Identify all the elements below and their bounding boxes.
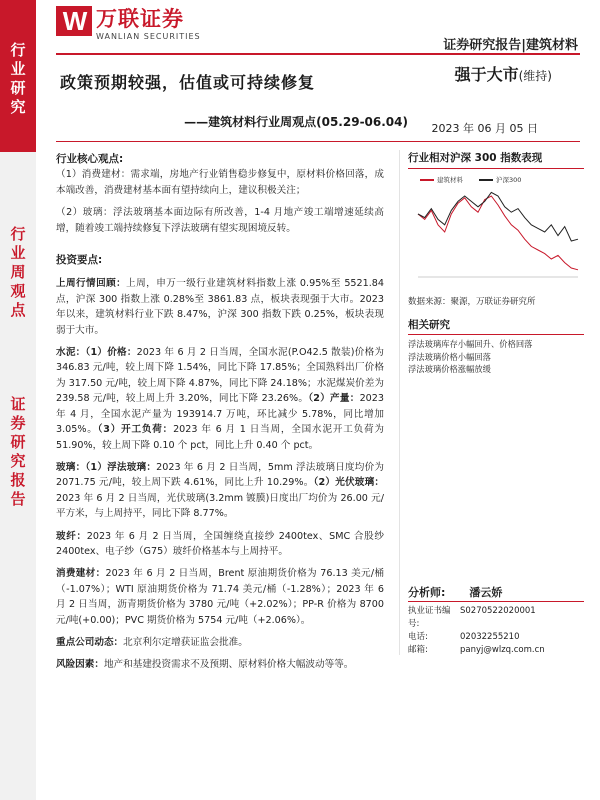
company-news-text: 北京利尔定增获证监会批准。: [123, 636, 248, 648]
cement-paragraph: [56, 345, 384, 453]
chart-title: 行业相对沪深 300 指数表现: [408, 150, 584, 169]
related-research-item[interactable]: 浮法玻璃价格涨幅放缓: [408, 364, 491, 374]
risk-paragraph: [56, 657, 384, 672]
chart-svg: [408, 173, 584, 291]
report-type: 证券研究报告|建筑材料: [443, 38, 578, 53]
performance-chart: [408, 173, 584, 291]
sidebar-label-industry-research: 行业研究: [8, 42, 27, 118]
header-divider: [56, 53, 580, 55]
legend-swatch-building-materials: [420, 179, 434, 181]
weekly-review-paragraph: [56, 276, 384, 338]
fiberglass-label: 玻纤：: [56, 530, 87, 542]
email-address[interactable]: panyj@wlzq.com.cn: [460, 645, 545, 655]
consumer-materials-label: 消费建材：: [56, 568, 106, 580]
main-body: [56, 150, 384, 680]
rating-maintain: (维持): [518, 69, 552, 83]
rating-text: 强于大市: [454, 65, 519, 84]
float-glass-text: 2023 年 6 月 2 日当周，5mm 浮法玻璃日度均价为 2071.75 元/吨，较上周下跌 4.61%，同比上升 10.29%。: [56, 461, 385, 489]
cert-number: S0270522020001: [460, 606, 536, 616]
phone-number: 02032255210: [460, 632, 520, 642]
cement-output-label: （2）产量：: [308, 393, 360, 405]
weekly-review-text: 上周，申万一级行业建筑材料指数上涨 0.95%至 5521.84 点，沪深 300 指数上涨 0.28%至 3861.83 点，板块表现强于大市。2023 年以来，建筑材料行业下跌 8.47%，沪深 300 指数下跌 0.25%，板块表现弱于大市。: [56, 278, 385, 336]
series-line-building-materials: [418, 196, 578, 270]
report-date: 2023 年 06 月 05 日: [431, 122, 538, 135]
legend-label-building-materials: 建筑材料: [437, 176, 463, 184]
float-glass-label: （1）浮法玻璃：: [85, 461, 157, 473]
cert-label: 执业证书编号:: [408, 606, 451, 629]
logo-english-name: WANLIAN SECURITIES: [96, 32, 201, 41]
fiberglass-text: 2023 年 6 月 2 日当周，全国缠绕直接纱 2400tex、SMC 合股纱 2400tex、电子纱（G75）玻纤价格基本与上周持平。: [56, 530, 385, 557]
legend-swatch-csi300: [479, 179, 493, 181]
pv-glass-label: （2）光伏玻璃：: [313, 477, 384, 489]
title-divider: [56, 141, 580, 142]
core-view-heading: 行业核心观点:: [56, 153, 124, 165]
chart-legend: [420, 175, 521, 184]
phone-label: 电话:: [408, 632, 428, 642]
consumer-materials-text: 2023 年 6 月 2 日当周，Brent 原油期货价格为 76.13 美元/桶（-1.07%）；WTI 原油期货价格为 71.74 美元/桶（-1.28%）；2023 年 6 月 2 日当周，沥青期货价格为 3780 元/吨（+2.02%）；PP-R 价格为 8700 元/吨(+0.00)；PVC 期货价格为 5754 元/吨（+2.06%）。: [56, 568, 385, 626]
cement-price-label: （1）价格：: [85, 347, 137, 359]
glass-label: 玻璃：: [56, 461, 86, 473]
email-label: 邮箱:: [408, 645, 428, 655]
consumer-materials-paragraph: [56, 566, 384, 628]
analyst-label: 分析师:: [408, 586, 446, 599]
logo-mark-icon: W: [56, 6, 92, 36]
related-research-list: [408, 338, 584, 376]
cement-load-label: （3）开工负荷：: [97, 424, 174, 436]
key-points-heading: 投资要点:: [56, 254, 103, 267]
cement-price-text: 2023 年 6 月 2 日当周，全国水泥(P.O42.5 散装)价格为 346.83 元/吨，较上周下降 1.54%，同比下降 17.85%；全国熟料出厂价格为 317.50 元/吨，较上周下降 4.87%，同比下降 24.18%；水泥煤炭价差为 239.58 元/吨，较上周上升 3.20%，同比下降 23.26%。: [56, 347, 384, 405]
sidebar-right: [408, 150, 584, 376]
related-research-heading: 相关研究: [408, 317, 584, 335]
analyst-info: [408, 586, 584, 657]
core-view-consumer: （1）消费建材：需求端，房地产行业销售稳步修复中，原材料价格回落，成本端改善，消费建材基本面有望持续向上，建议积极关注；: [56, 169, 384, 196]
report-title: 政策预期较强，估值或可持续修复: [60, 73, 316, 92]
sidebar-label-weekly-view: 行业周观点: [8, 226, 27, 321]
legend-item-building-materials: [420, 175, 463, 184]
logo-chinese-name: 万联证券: [96, 7, 184, 31]
company-news-paragraph: [56, 635, 384, 650]
sidebar-label-securities-report: 证券研究报告: [8, 396, 27, 510]
related-research-item[interactable]: 浮法玻璃价格小幅回落: [408, 351, 491, 362]
cement-output-text: 2023 年 4 月，全国水泥产量为 193914.7 万吨，环比减少 5.78%，同比增加 3.05%。: [56, 393, 384, 436]
glass-paragraph: [56, 460, 384, 522]
chart-source: 数据来源：聚源，万联证券研究所: [408, 297, 536, 307]
cement-label: 水泥：: [56, 347, 86, 359]
related-research-item[interactable]: 浮法玻璃库存小幅回升、价格回落: [408, 339, 533, 349]
series-line-csi300: [418, 192, 578, 241]
report-subtitle: ——建筑材料行业周观点(05.29-06.04): [184, 115, 408, 129]
legend-item-csi300: [479, 175, 521, 184]
weekly-review-label: 上周行情回顾：: [56, 278, 127, 290]
fiberglass-paragraph: [56, 529, 384, 560]
cement-load-text: 2023 年 6 月 1 日当周，全国水泥开工负荷为 51.90%，较上周下降 0.10 个 pct，同比上升 0.40 个 pct。: [56, 424, 384, 451]
analyst-name: 潘云娇: [469, 586, 503, 599]
risk-label: 风险因素：: [56, 659, 104, 671]
core-view-glass: （2）玻璃：浮法玻璃基本面边际有所改善，1-4 月地产竣工端增速延续高增，随着竣工端持续修复下浮法玻璃有望实现困境反转。: [56, 207, 384, 234]
legend-label-csi300: 沪深300: [496, 176, 522, 184]
company-logo: [56, 6, 201, 46]
company-news-label: 重点公司动态：: [56, 636, 124, 648]
column-divider: [399, 150, 400, 655]
risk-text: 地产和基建投资需求不及预期、原材料价格大幅波动等等。: [103, 659, 354, 671]
pv-glass-text: 2023 年 6 月 2 日当周，光伏玻璃(3.2mm 镀膜)日度出厂均价为 26.00 元/平方米，与上周持平，同比下降 8.77%。: [56, 492, 384, 520]
rating-badge: [455, 62, 552, 85]
